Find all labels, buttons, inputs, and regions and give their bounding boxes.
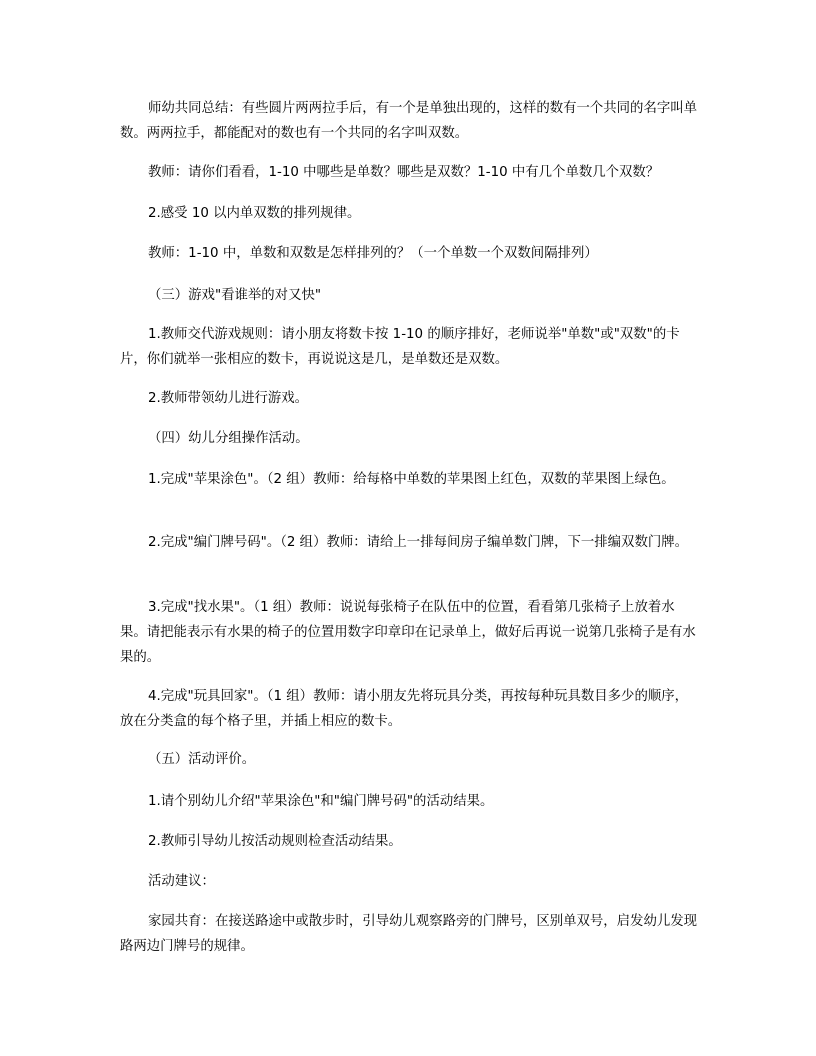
paragraph-teacher-question: 教师：请你们看看，1-10 中哪些是单数？哪些是双数？1-10 中有几个单数几个双数？ [148, 165, 660, 180]
section-heading-suggestions: 活动建议： [148, 874, 215, 889]
section-heading-group-activity: （四）幼儿分组操作活动。 [148, 431, 309, 446]
section-heading-evaluation: （五）活动评价。 [148, 752, 256, 767]
paragraph-home-school: 家园共育：在接送路途中或散步时，引导幼儿观察路旁的门牌号，区别单双号，启发幼儿发现路两边门牌号的规律。 [120, 914, 698, 954]
paragraph-door-numbers: 2.完成"编门牌号码"。（2 组）教师：请给上一排每间房子编单数门牌，下一排编双数门牌。 [148, 535, 689, 550]
paragraph-apple-coloring: 1.完成"苹果涂色"。（2 组）教师：给每格中单数的苹果图上红色，双数的苹果图上绿色。 [148, 472, 675, 487]
section-heading-game: （三）游戏"看谁举的对又快" [148, 288, 322, 303]
paragraph-game-rules: 1.教师交代游戏规则：请小朋友将数卡按 1-10 的顺序排好，老师说举"单数"或"双数"的卡片，你们就举一张相应的数卡，再说说这是几，是单数还是双数。 [120, 327, 680, 367]
paragraph-summary: 师幼共同总结：有些圆片两两拉手后，有一个是单独出现的，这样的数有一个共同的名字叫单数。两两拉手，都能配对的数也有一个共同的名字叫双数。 [120, 101, 698, 141]
paragraph-evaluation-check: 2.教师引导幼儿按活动规则检查活动结果。 [148, 834, 402, 849]
paragraph-pattern-heading: 2.感受 10 以内单双数的排列规律。 [148, 206, 361, 221]
paragraph-game-lead: 2.教师带领幼儿进行游戏。 [148, 391, 309, 406]
paragraph-teacher-arrangement: 教师：1-10 中，单数和双数是怎样排列的？（一个单数一个双数间隔排列） [148, 246, 598, 261]
paragraph-find-fruit: 3.完成"找水果"。（1 组）教师：说说每张椅子在队伍中的位置，看看第几张椅子上放着水果。请把能表示有水果的椅子的位置用数字印章印在记录单上，做好后再说一说第几张椅子是有水果的。 [120, 600, 696, 665]
paragraph-evaluation-introduce: 1.请个别幼儿介绍"苹果涂色"和"编门牌号码"的活动结果。 [148, 794, 494, 809]
paragraph-toys-home: 4.完成"玩具回家"。（1 组）教师：请小朋友先将玩具分类，再按每种玩具数目多少的顺序，放在分类盒的每个格子里，并插上相应的数卡。 [120, 689, 689, 729]
